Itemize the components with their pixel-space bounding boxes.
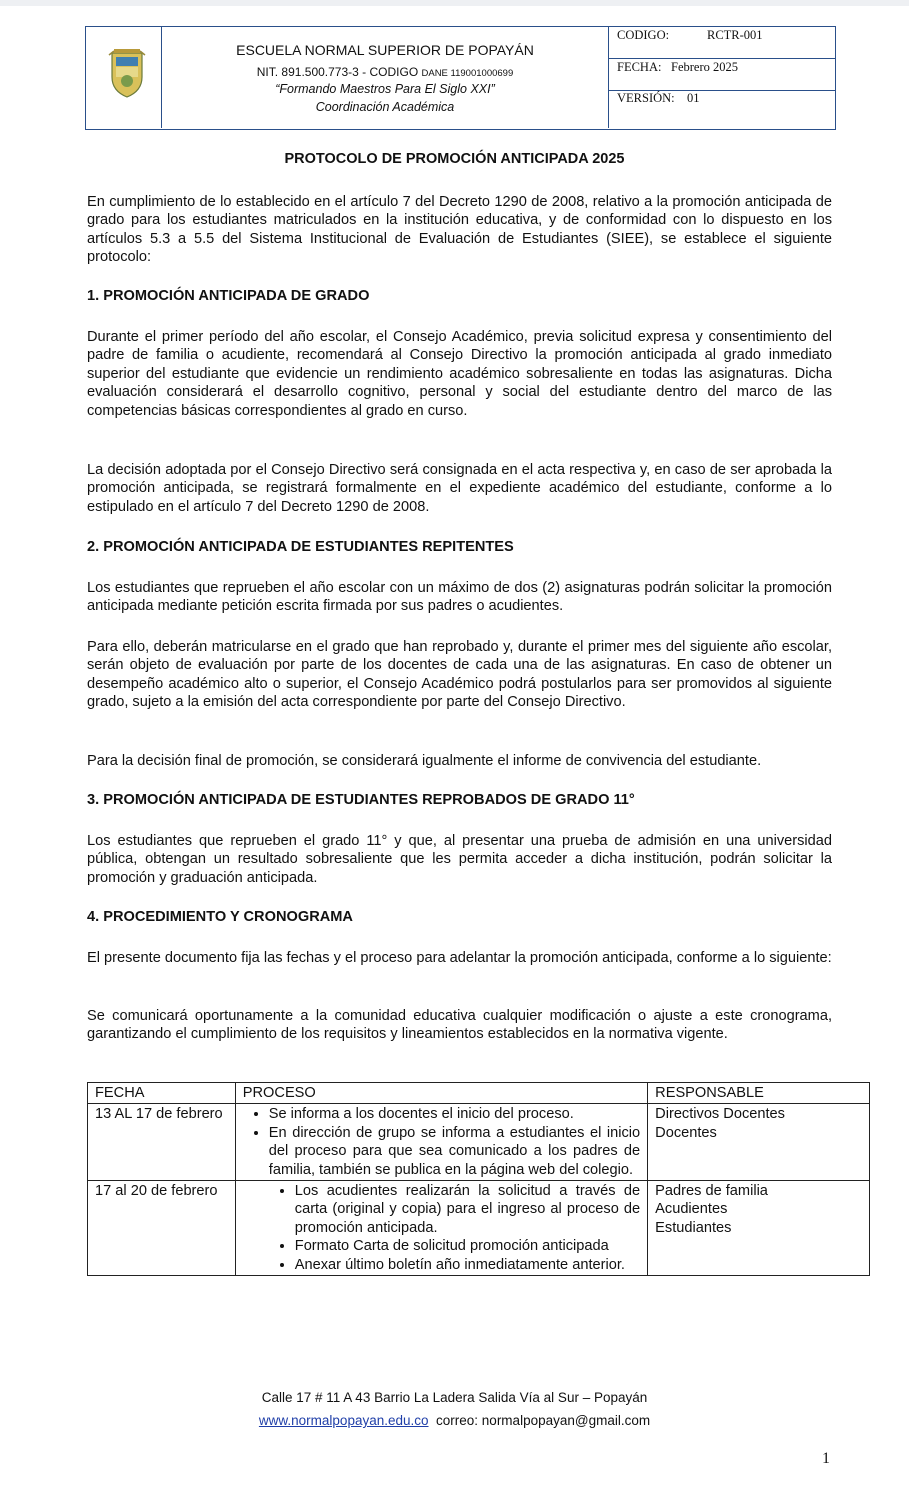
document-header (85, 26, 836, 130)
column-header-process: PROCESO (235, 1083, 647, 1104)
code-value: RCTR-001 (707, 28, 763, 42)
website-link[interactable]: www.normalpopayan.edu.co (258, 1413, 429, 1428)
section-2-paragraph-3: Para la decisión final de promoción, se considerará igualmente el informe de convivencia del estudiante. (87, 753, 762, 769)
process-list (243, 1105, 640, 1179)
process-list (243, 1182, 640, 1274)
footer-address: Calle 17 # 11 A 43 Barrio La Ladera Salida Vía al Sur – Popayán (261, 1390, 648, 1405)
table-row (88, 1104, 870, 1181)
section-2-paragraph-2: Para ello, deberán matricularse en el grado que han reprobado y, durante el primer mes del siguiente año escolar, serán objeto de evaluación por parte de los docentes de cada una de las asignaturas. En caso de obtener un desempeño académico alto o superior, el Consejo Académico podrá postularlos para ser promovidos al siguiente grado, sujeto a la emisión del acta correspondiente por parte del Consejo Directivo. (87, 639, 832, 711)
version-row (609, 91, 835, 128)
school-name: ESCUELA NORMAL SUPERIOR DE POPAYÁN (236, 42, 534, 58)
code-label: CODIGO: (617, 28, 670, 42)
list-item: • En dirección de grupo se informa a estudiantes el inicio del proceso para que sea comunicado a los padres de familia, también se publica en la página web del colegio. (269, 1124, 640, 1179)
header-school-info (162, 27, 608, 128)
intro-paragraph: En cumplimiento de lo establecido en el artículo 7 del Decreto 1290 de 2008, relativo a la promoción anticipada de grado para los estudiantes matriculados en la institución educativa, y de conformidad con lo dispuesto en los artículos 5.3 a 5.5 del Sistema Institucional de Evaluación de Estudiantes (SIEE), se establece el siguiente protocolo: (87, 194, 832, 266)
section-4-paragraph-2: Se comunicará oportunamente a la comunidad educativa cualquier modificación o ajuste a este cronograma, garantizando el cumplimiento de los requisitos y lineamientos establecidos en la normativa vigente. (87, 1008, 832, 1043)
top-strip (0, 0, 909, 6)
column-header-responsible: RESPONSABLE (648, 1083, 870, 1104)
list-item: • Los acudientes realizarán la solicitud a través de carta (original y copia) para el ingreso al proceso de promoción anticipada. (295, 1182, 640, 1237)
process-cell (235, 1181, 647, 1276)
date-label: FECHA: (617, 60, 662, 74)
schedule-header-row (88, 1083, 870, 1104)
responsible-item: Docentes (655, 1124, 717, 1141)
school-motto: “Formando Maestros Para El Siglo XXI” (275, 82, 495, 96)
dane-code: DANE 119001000699 (421, 68, 514, 79)
column-header-date: FECHA (88, 1083, 236, 1104)
code-row (609, 27, 835, 59)
version-value: 01 (687, 91, 700, 105)
school-crest-icon (108, 47, 146, 99)
section-3-paragraph-1: Los estudiantes que reprueben el grado 11° y que, al presentar una prueba de admisión en una universidad pública, obtengan un resultado sobresaliente que les permita acceder a dicha institución, podrán solicitar la promoción y graduación anticipada. (87, 833, 832, 886)
responsible-item: Estudiantes (655, 1219, 732, 1236)
document-control-box (608, 27, 835, 128)
version-label: VERSIÓN: (617, 91, 675, 105)
table-row (88, 1181, 870, 1276)
schedule-table (87, 1082, 870, 1276)
document-title: PROTOCOLO DE PROMOCIÓN ANTICIPADA 2025 (284, 151, 625, 167)
logo-cell (86, 27, 162, 128)
date-row (609, 59, 835, 91)
date-cell: 13 AL 17 de febrero (88, 1104, 236, 1181)
list-item: • Se informa a los docentes el inicio del proceso. (269, 1105, 640, 1123)
responsible-cell (648, 1181, 870, 1276)
section-1-paragraph-1: Durante el primer período del año escolar, el Consejo Académico, previa solicitud expresa y consentimiento del padre de familia o acudiente, recomendará al Consejo Directivo la promoción anticipada al grado inmediato superior del estudiante que evidencie un rendimiento académico sobresaliente en todas las asignaturas. Dicha evaluación considerará el desarrollo cognitivo, personal y social del estudiante dentro del marco de las competencias básicas correspondientes al grado en curso. (87, 329, 832, 419)
school-nit: NIT. 891.500.773-3 - CODIGO DANE 119001000699 (256, 65, 514, 79)
section-1-paragraph-2: La decisión adoptada por el Consejo Directivo será consignada en el acta respectiva y, en caso de ser aprobada la promoción anticipada, se registrará formalmente en el expediente académico del estudiante, conforme a lo estipulado en el artículo 7 del Decreto 1290 de 2008. (87, 462, 832, 515)
footer-email: correo: normalpopayan@gmail.com (436, 1413, 651, 1428)
page-number: 1 (822, 1450, 830, 1467)
section-2-paragraph-1: Los estudiantes que reprueben el año escolar con un máximo de dos (2) asignaturas podrán solicitar la promoción anticipada mediante petición escrita firmada por sus padres o acudientes. (87, 580, 832, 615)
office-name: Coordinación Académica (315, 100, 455, 114)
section-4-paragraph-1: El presente documento fija las fechas y el proceso para adelantar la promoción anticipada, conforme a lo siguiente: (87, 950, 832, 966)
responsible-cell (648, 1104, 870, 1181)
date-cell: 17 al 20 de febrero (88, 1181, 236, 1276)
section-3-heading: 3. PROMOCIÓN ANTICIPADA DE ESTUDIANTES REPROBADOS DE GRADO 11° (87, 792, 635, 808)
list-item: • Formato Carta de solicitud promoción anticipada (295, 1237, 640, 1255)
section-1-heading: 1. PROMOCIÓN ANTICIPADA DE GRADO (87, 288, 370, 304)
responsible-item: Directivos Docentes (655, 1106, 785, 1123)
process-cell (235, 1104, 647, 1181)
footer-contact (0, 1413, 909, 1428)
section-4-heading: 4. PROCEDIMIENTO Y CRONOGRAMA (87, 909, 353, 925)
section-2-heading: 2. PROMOCIÓN ANTICIPADA DE ESTUDIANTES REPITENTES (87, 539, 514, 555)
date-value: Febrero 2025 (671, 60, 738, 74)
list-item: • Anexar último boletín año inmediatamente anterior. (295, 1256, 640, 1274)
responsible-item: Acudientes (655, 1201, 728, 1218)
responsible-item: Padres de familia (655, 1183, 768, 1200)
